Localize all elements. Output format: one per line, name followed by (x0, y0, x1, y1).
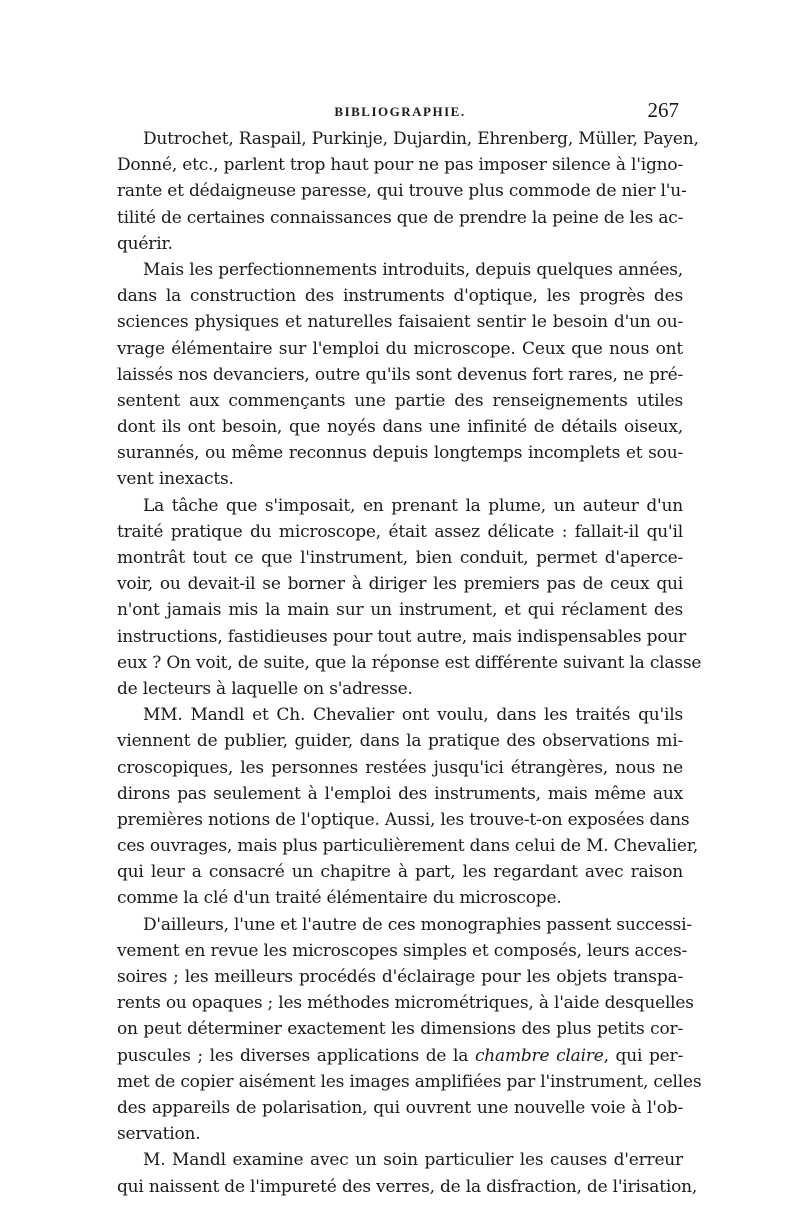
text-line: qui naissent de l'impureté des verres, de la disfraction, de l'irisation, (117, 1176, 698, 1197)
text-line: vrage élémentaire sur l'emploi du microscope. Ceux que nous ont (117, 338, 683, 359)
text-line: met de copier aisément les images amplifiées par l'instrument, celles (117, 1071, 702, 1092)
text-line: comme la clé d'un traité élémentaire du microscope. (117, 888, 562, 909)
text-line: qui leur a consacré un chapitre à part, les regardant avec raison (117, 862, 683, 883)
text-line: ces ouvrages, mais plus particulièrement dans celui de M. Chevalier, (117, 836, 699, 857)
text-line: premières notions de l'optique. Aussi, les trouve-t-on exposées dans (117, 809, 690, 830)
text-line: Mais les perfectionnements introduits, depuis quelques années, (143, 259, 683, 280)
text-line: rante et dédaigneuse paresse, qui trouve plus commode de nier l'u- (117, 181, 687, 202)
book-page (117, 96, 702, 1200)
text-line: voir, ou devait-il se borner à diriger les premiers pas de ceux qui (117, 574, 683, 595)
body-text (117, 126, 702, 1200)
page-number: 267 (647, 98, 679, 122)
text-line: tilité de certaines connaissances que de prendre la peine de les ac- (117, 207, 684, 228)
text-line: soires ; les meilleurs procédés d'éclairage pour les objets transpa- (117, 967, 683, 987)
text-line: laissés nos devanciers, outre qu'ils sont devenus fort rares, ne pré- (117, 364, 683, 385)
text-line: instructions, fastidieuses pour tout autre, mais indispensables pour (117, 626, 687, 647)
text-line: dont ils ont besoin, que noyés dans une infinité de détails oiseux, (117, 417, 683, 438)
text-line: n'ont jamais mis la main sur un instrument, et qui réclament des (117, 600, 683, 621)
paragraph (117, 126, 699, 257)
text-line: traité pratique du microscope, était assez délicate : fallait-il qu'il (117, 521, 683, 542)
text-line: dans la construction des instruments d'optique, les progrès des (117, 286, 683, 307)
text-line: MM. Mandl et Ch. Chevalier ont voulu, dans les traités qu'ils (143, 705, 683, 726)
text-line: dirons pas seulement à l'emploi des instruments, mais même aux (117, 783, 683, 804)
paragraph (117, 702, 699, 912)
text-line: vent inexacts. (117, 469, 234, 490)
italic-term: chambre claire (474, 1045, 604, 1066)
text-line: montrât tout ce que l'instrument, bien conduit, permet d'aperce- (117, 548, 683, 568)
running-title: BIBLIOGRAPHIE. (334, 104, 466, 119)
running-head (117, 96, 683, 126)
paragraph (117, 1147, 698, 1199)
text-line: puscules ; les diverses applications de la chambre claire, qui per- (117, 1045, 683, 1066)
text-line: de lecteurs à laquelle on s'adresse. (117, 678, 413, 699)
paragraph (117, 493, 702, 703)
text-line: vement en revue les microscopes simples et composés, leurs acces- (117, 940, 688, 961)
text-line: La tâche que s'imposait, en prenant la plume, un auteur d'un (143, 495, 683, 516)
text-line: sciences physiques et naturelles faisaient sentir le besoin d'un ou- (117, 312, 683, 333)
text-line: on peut déterminer exactement les dimensions des plus petits cor- (117, 1019, 683, 1040)
text-line: viennent de publier, guider, dans la pratique des observations mi- (117, 731, 683, 752)
text-line: quérir. (117, 233, 173, 254)
text-line: eux ? On voit, de suite, que la réponse est différente suivant la classe (117, 652, 702, 673)
text-line: des appareils de polarisation, qui ouvrent une nouvelle voie à l'ob- (117, 1097, 683, 1118)
paragraph (117, 257, 683, 493)
text-line: Donné, etc., parlent trop haut pour ne pas imposer silence à l'igno- (117, 155, 683, 176)
text-line: Dutrochet, Raspail, Purkinje, Dujardin, Ehrenberg, Müller, Payen, (143, 129, 699, 149)
text-line: surannés, ou même reconnus depuis longtemps incomplets et sou- (117, 443, 683, 464)
text-line: servation. (117, 1124, 201, 1145)
text-line: croscopiques, les personnes restées jusqu'ici étrangères, nous ne (117, 757, 683, 778)
text-line: M. Mandl examine avec un soin particulier les causes d'erreur (143, 1150, 683, 1171)
text-line: sentent aux commençants une partie des renseignements utiles (117, 390, 683, 411)
text-line: D'ailleurs, l'une et l'autre de ces monographies passent successi- (143, 914, 692, 935)
paragraph (117, 912, 702, 1148)
text-line: rents ou opaques ; les méthodes micrométriques, à l'aide desquelles (117, 993, 694, 1014)
